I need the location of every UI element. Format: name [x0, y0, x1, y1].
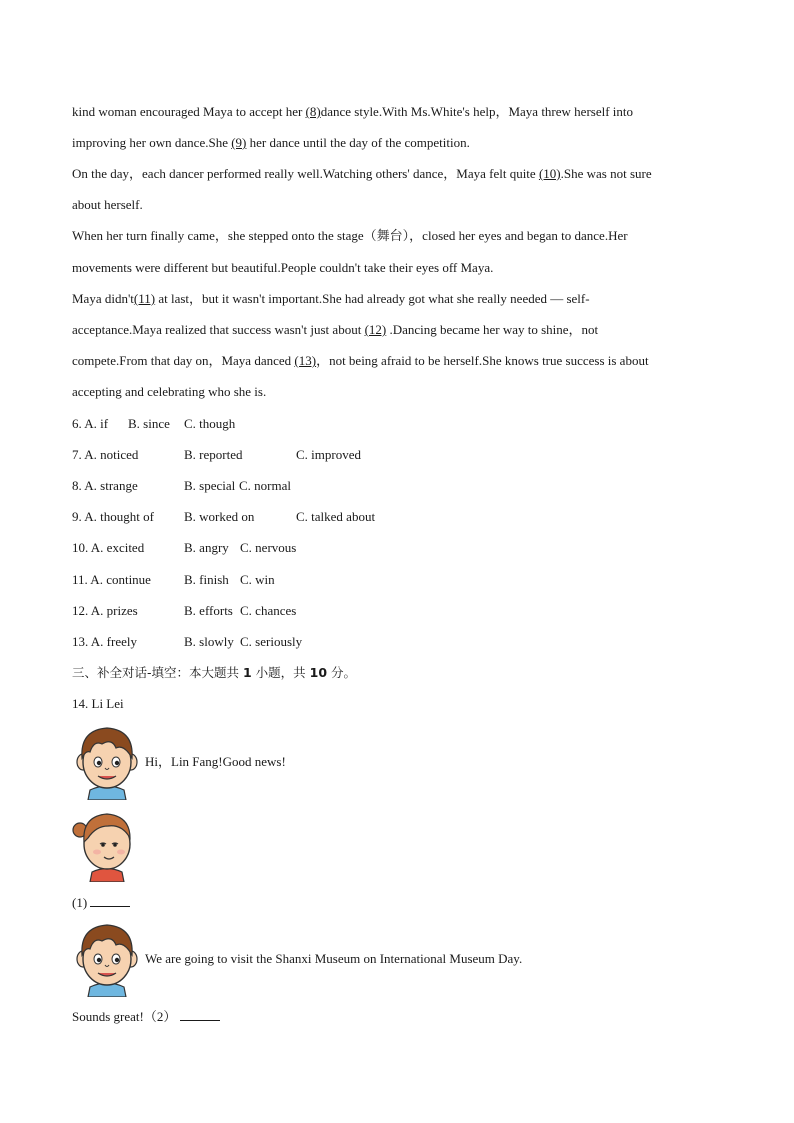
- speech-li-lei-1: Hi，Lin Fang!Good news!: [145, 754, 286, 769]
- question-10-option-c: C. nervous: [240, 540, 297, 555]
- girl-avatar-icon: [72, 808, 142, 882]
- question-8-option-a: 8. A. strange: [72, 478, 138, 493]
- passage-line: improving her own dance.She (9) her dance until the day of the competition.: [72, 135, 470, 150]
- blank-9: (9): [231, 135, 247, 150]
- passage-line: kind woman encouraged Maya to accept her (8)dance style.With Ms.White's help，Maya threw herself into: [72, 104, 634, 119]
- question-11-option-c: C. win: [240, 572, 275, 587]
- blank-11: (11): [133, 291, 156, 306]
- section-heading: 三、补全对话-填空：本大题共 1 小题，共 10 分。: [72, 665, 357, 680]
- passage-line: compete.From that day on，Maya danced (13)，not being afraid to be herself.She knows true success is about: [72, 353, 649, 368]
- question-10-option-a: 10. A. excited: [72, 540, 145, 555]
- answer-blank-1: (1): [72, 895, 130, 911]
- question-12-option-a: 12. A. prizes: [72, 603, 138, 618]
- passage-line: movements were different but beautiful.People couldn't take their eyes off Maya.: [72, 260, 494, 275]
- question-6-option-b: B. since: [128, 416, 170, 431]
- question-6-option-a: 6. A. if: [72, 416, 109, 431]
- blank-13: (13): [294, 353, 317, 368]
- blank-8: (8): [305, 104, 321, 119]
- question-11-option-a: 11. A. continue: [72, 572, 151, 587]
- boy-avatar-icon: [72, 921, 142, 997]
- passage-line: On the day，each dancer performed really well.Watching others' dance，Maya felt quite (10).She was not sure: [72, 166, 652, 181]
- question-7-option-c: C. improved: [296, 447, 361, 462]
- question-8-option-c: C. normal: [239, 478, 291, 493]
- question-7-option-b: B. reported: [184, 447, 243, 462]
- question-9-option-b: B. worked on: [184, 509, 255, 524]
- answer-blank-2: Sounds great!（2）: [72, 1009, 220, 1025]
- question-9-option-a: 9. A. thought of: [72, 509, 154, 524]
- question-8-option-b: B. special: [184, 478, 236, 493]
- passage-line: When her turn finally came，she stepped onto the stage（舞台），closed her eyes and began to dance.Her: [72, 228, 628, 243]
- passage-line: about herself.: [72, 197, 143, 212]
- speech-li-lei-2: We are going to visit the Shanxi Museum on International Museum Day.: [145, 951, 523, 966]
- question-6-option-c: C. though: [184, 416, 236, 431]
- question-10-option-b: B. angry: [184, 540, 229, 555]
- question-14-label: 14. Li Lei: [72, 696, 124, 711]
- question-13-option-c: C. seriously: [240, 634, 303, 649]
- blank-10: (10): [538, 166, 561, 181]
- passage-line: accepting and celebrating who she is.: [72, 384, 267, 399]
- boy-avatar-icon: [72, 724, 142, 800]
- blank-line[interactable]: [180, 1009, 220, 1021]
- question-11-option-b: B. finish: [184, 572, 229, 587]
- question-12-option-b: B. efforts: [184, 603, 233, 618]
- question-9-option-c: C. talked about: [296, 509, 376, 524]
- question-13-option-b: B. slowly: [184, 634, 234, 649]
- blank-12: (12): [364, 322, 387, 337]
- blank-line[interactable]: [90, 895, 130, 907]
- question-12-option-c: C. chances: [240, 603, 297, 618]
- passage-line: acceptance.Maya realized that success wasn't just about (12) .Dancing became her way to shine，not: [72, 322, 599, 337]
- question-7-option-a: 7. A. noticed: [72, 447, 139, 462]
- passage-line: Maya didn't(11) at last，but it wasn't important.She had already got what she really needed — self-: [72, 291, 590, 306]
- question-13-option-a: 13. A. freely: [72, 634, 137, 649]
